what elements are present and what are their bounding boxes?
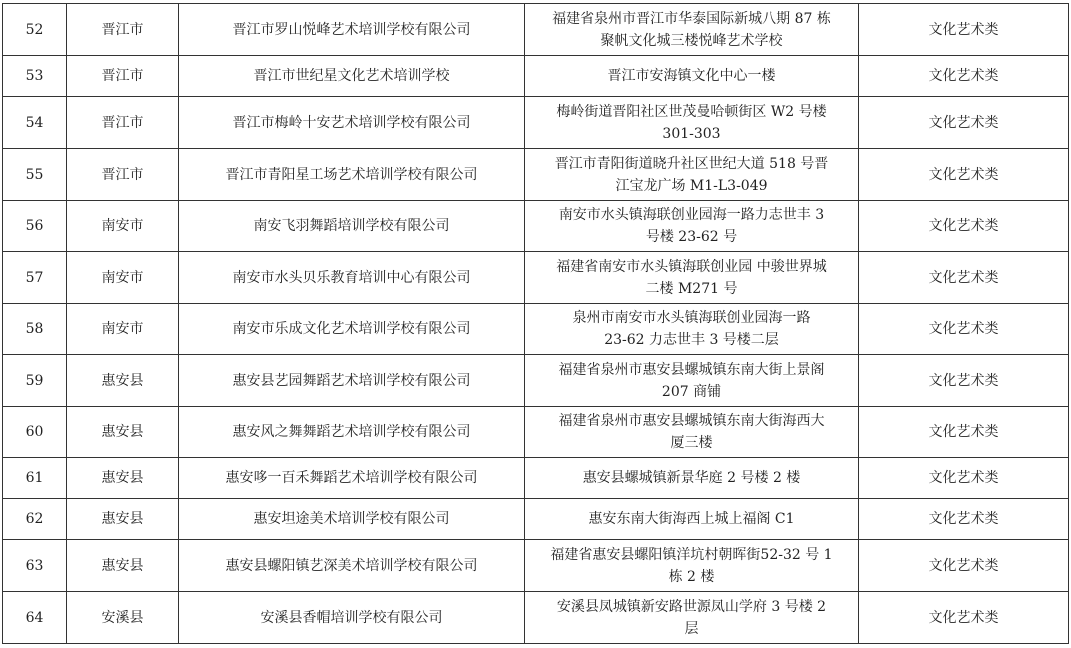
table-row: [3, 97, 1069, 149]
table-row: [3, 56, 1069, 97]
cell-number: 54: [3, 97, 67, 149]
cell-category: 文化艺术类: [859, 56, 1069, 97]
cell-category: 文化艺术类: [859, 407, 1069, 458]
cell-category: 文化艺术类: [859, 458, 1069, 499]
cell-school-name: 安溪县香帽培训学校有限公司: [179, 592, 525, 644]
cell-region: 安溪县: [67, 592, 179, 644]
cell-category: 文化艺术类: [859, 540, 1069, 592]
address-line: 栋 2 楼: [668, 568, 715, 585]
address-line: 梅岭街道晋阳社区世茂曼哈顿街区 W2 号楼: [556, 103, 827, 120]
cell-category: 文化艺术类: [859, 4, 1069, 56]
cell-number: 59: [3, 355, 67, 407]
school-list-sheet: [2, 3, 1069, 644]
cell-region: 惠安县: [67, 355, 179, 407]
table-row: [3, 407, 1069, 458]
cell-address: [525, 252, 859, 304]
cell-category: 文化艺术类: [859, 499, 1069, 540]
cell-number: 64: [3, 592, 67, 644]
address-line: 惠安东南大街海西上城上福阁 C1: [588, 511, 795, 527]
address-line: 南安市水头镇海联创业园海一路力志世丰 3: [558, 207, 825, 223]
address-line: 福建省泉州市惠安县螺城镇东南大街上景阁: [558, 361, 825, 378]
table-row: [3, 540, 1069, 592]
cell-address: [525, 56, 859, 97]
cell-category: 文化艺术类: [859, 252, 1069, 304]
cell-school-name: 晋江市梅岭十安艺术培训学校有限公司: [179, 97, 525, 149]
cell-category: 文化艺术类: [859, 149, 1069, 201]
cell-number: 63: [3, 540, 67, 592]
address-line: 301-303: [662, 125, 721, 142]
table-row: [3, 149, 1069, 201]
address-line: 厦三楼: [670, 435, 713, 451]
cell-number: 57: [3, 252, 67, 304]
cell-category: 文化艺术类: [859, 97, 1069, 149]
cell-address: [525, 304, 859, 355]
address-line: 江宝龙广场 M1-L3-049: [615, 177, 768, 194]
cell-address: [525, 4, 859, 56]
cell-category: 文化艺术类: [859, 355, 1069, 407]
cell-number: 58: [3, 304, 67, 355]
cell-number: 55: [3, 149, 67, 201]
cell-number: 60: [3, 407, 67, 458]
school-table: [2, 3, 1069, 644]
table-row: [3, 499, 1069, 540]
cell-category: 文化艺术类: [859, 592, 1069, 644]
address-line: 晋江市青阳街道晓升社区世纪大道 518 号晋: [554, 155, 829, 172]
cell-category: 文化艺术类: [859, 201, 1069, 252]
cell-region: 惠安县: [67, 458, 179, 499]
cell-address: [525, 355, 859, 407]
address-line: 207 商铺: [661, 383, 722, 400]
address-line: 晋江市安海镇文化中心一楼: [607, 68, 776, 84]
cell-address: [525, 407, 859, 458]
address-line: 福建省惠安县螺阳镇洋坑村朝晖街52-32 号 1: [550, 546, 833, 563]
cell-number: 62: [3, 499, 67, 540]
cell-school-name: 南安市水头贝乐教育培训中心有限公司: [179, 252, 525, 304]
cell-region: 南安市: [67, 304, 179, 355]
address-line: 安溪县凤城镇新安路世源凤山学府 3 号楼 2: [556, 598, 827, 615]
address-line: 福建省南安市水头镇海联创业园 中骏世界城: [556, 258, 827, 275]
address-line: 泉州市南安市水头镇海联创业园海一路: [572, 310, 811, 326]
cell-school-name: 惠安坦途美术培训学校有限公司: [179, 499, 525, 540]
table-row: [3, 592, 1069, 644]
cell-school-name: 惠安县艺园舞蹈艺术培训学校有限公司: [179, 355, 525, 407]
cell-address: [525, 499, 859, 540]
cell-region: 晋江市: [67, 4, 179, 56]
cell-number: 53: [3, 56, 67, 97]
table-row: [3, 355, 1069, 407]
cell-number: 56: [3, 201, 67, 252]
cell-address: [525, 540, 859, 592]
cell-school-name: 晋江市青阳星工场艺术培训学校有限公司: [179, 149, 525, 201]
table-row: [3, 201, 1069, 252]
cell-school-name: 晋江市世纪星文化艺术培训学校: [179, 56, 525, 97]
address-line: 惠安县螺城镇新景华庭 2 号楼 2 楼: [582, 470, 801, 486]
table-row: [3, 252, 1069, 304]
address-line: 层: [684, 620, 699, 637]
cell-address: [525, 458, 859, 499]
cell-school-name: 惠安风之舞舞蹈艺术培训学校有限公司: [179, 407, 525, 458]
cell-address: [525, 149, 859, 201]
address-line: 二楼 M271 号: [645, 280, 738, 297]
cell-region: 南安市: [67, 252, 179, 304]
cell-region: 南安市: [67, 201, 179, 252]
cell-region: 晋江市: [67, 149, 179, 201]
cell-school-name: 南安市乐成文化艺术培训学校有限公司: [179, 304, 525, 355]
address-line: 聚帆文化城三楼悦峰艺术学校: [600, 32, 783, 49]
cell-school-name: 南安飞羽舞蹈培训学校有限公司: [179, 201, 525, 252]
table-row: [3, 458, 1069, 499]
cell-number: 52: [3, 4, 67, 56]
cell-region: 晋江市: [67, 97, 179, 149]
address-line: 福建省泉州市晋江市华泰国际新城八期 87 栋: [552, 10, 831, 27]
table-body: [3, 4, 1069, 644]
cell-region: 惠安县: [67, 407, 179, 458]
cell-address: [525, 97, 859, 149]
cell-school-name: 晋江市罗山悦峰艺术培训学校有限公司: [179, 4, 525, 56]
cell-address: [525, 201, 859, 252]
table-row: [3, 304, 1069, 355]
cell-address: [525, 592, 859, 644]
cell-region: 晋江市: [67, 56, 179, 97]
address-line: 福建省泉州市惠安县螺城镇东南大街海西大: [558, 413, 825, 429]
cell-region: 惠安县: [67, 540, 179, 592]
cell-school-name: 惠安哆一百禾舞蹈艺术培训学校有限公司: [179, 458, 525, 499]
table-row: [3, 4, 1069, 56]
cell-category: 文化艺术类: [859, 304, 1069, 355]
cell-school-name: 惠安县螺阳镇艺深美术培训学校有限公司: [179, 540, 525, 592]
address-line: 23-62 力志世丰 3 号楼二层: [604, 332, 779, 348]
address-line: 号楼 23-62 号: [645, 229, 738, 245]
cell-region: 惠安县: [67, 499, 179, 540]
cell-number: 61: [3, 458, 67, 499]
